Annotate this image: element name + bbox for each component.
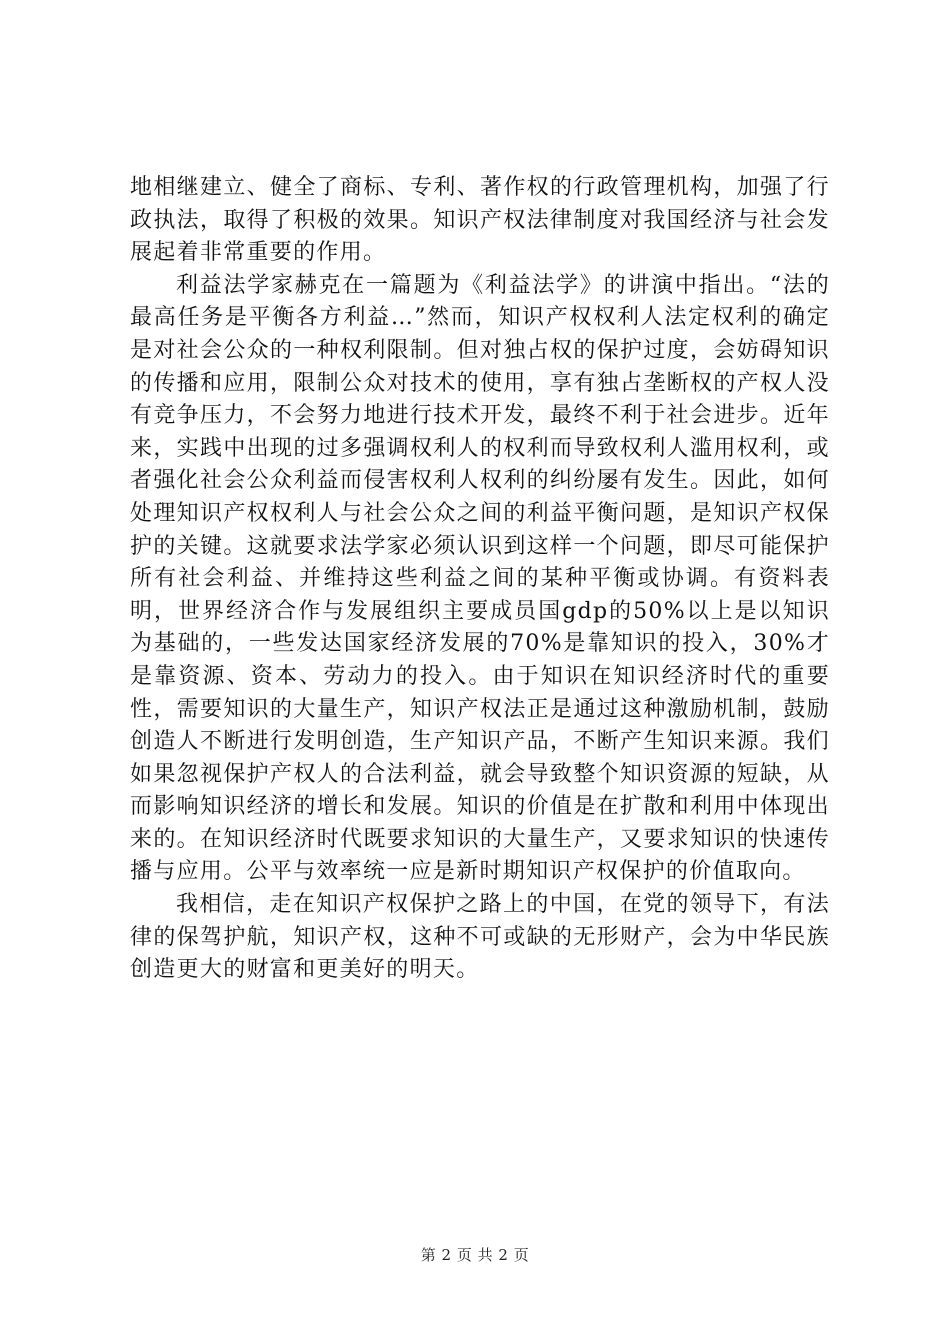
paragraph-conclusion: 我相信，走在知识产权保护之路上的中国，在党的领导下，有法律的保驾护航，知识产权，这种不可或缺的无形财产，会为中华民族创造更大的财富和更美好的明天。	[130, 892, 830, 983]
paragraph-interest-balance: 利益法学家赫克在一篇题为《利益法学》的讲演中指出。“法的最高任务是平衡各方利益…”然而，知识产权权利人法定权利的确定是对社会公众的一种权利限制。但对独占权的保护过度，会妨碍知识的传播和应用，限制公众对技术的使用，享有独占垄断权的产权人没有竞争压力，不会努力地进行技术开发，最终不利于社会进步。近年来，实践中出现的过多强调权利人的权利而导致权利人滥用权利，或者强化社会公众利益而侵害权利人权利的纠纷屡有发生。因此，如何处理知识产权权利人与社会公众之间的利益平衡问题，是知识产权保护的关键。这就要求法学家必须认识到这样一个问题，即尽可能保护所有社会利益、并维持这些利益之间的某种平衡或协调。有资料表明，世界经济合作与发展组织主要成员国gdp的50%以上是以知识为基础的，一些发达国家经济发展的70%是靠知识的投入，30%才是靠资源、资本、劳动力的投入。由于知识在知识经济时代的重要性，需要知识的大量生产，知识产权法正是通过这种激励机制，鼓励创造人不断进行发明创造，生产知识产品，不断产生知识来源。我们如果忽视保护产权人的合法利益，就会导致整个知识资源的短缺，从而影响知识经济的增长和发展。知识的价值是在扩散和利用中体现出来的。在知识经济时代既要求知识的大量生产，又要求知识的快速传播与应用。公平与效率统一应是新时期知识产权保护的价值取向。	[130, 272, 830, 885]
paragraph-continuation: 地相继建立、健全了商标、专利、著作权的行政管理机构，加强了行政执法，取得了积极的效果。知识产权法律制度对我国经济与社会发展起着非常重要的作用。	[130, 175, 830, 266]
document-body	[130, 172, 830, 987]
page-footer: 第 2 页 共 2 页	[420, 1246, 530, 1264]
